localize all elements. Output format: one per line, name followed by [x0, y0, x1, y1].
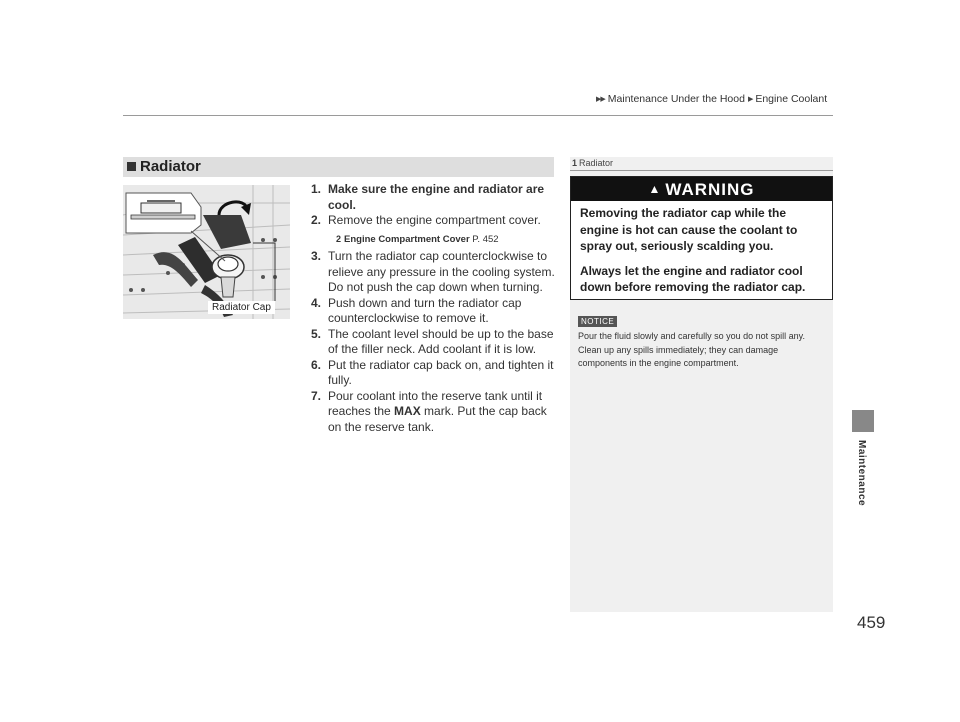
- section-heading: [123, 157, 554, 177]
- section-square-icon: [127, 162, 136, 171]
- notice-text: Pour the fluid slowly and carefully so you do not spill any. Clean up any spills immediately; they can damage components in the engine compartment.: [578, 331, 805, 368]
- section-title: Radiator: [140, 158, 201, 175]
- double-arrow-icon: ▶▶: [596, 96, 605, 103]
- step-number: 2.: [311, 213, 322, 227]
- step-text: [328, 389, 547, 434]
- sidebar-divider: [570, 170, 833, 171]
- breadcrumb-item[interactable]: Engine Coolant: [755, 93, 828, 105]
- breadcrumb-item[interactable]: Maintenance Under the Hood: [607, 93, 745, 105]
- step-item: [311, 327, 556, 358]
- cross-reference[interactable]: [328, 232, 556, 248]
- step-item: [311, 182, 556, 213]
- page-number: 459: [857, 613, 886, 632]
- warning-header: [571, 177, 832, 201]
- step-number: 6.: [311, 357, 322, 372]
- step-number: 7.: [311, 388, 322, 403]
- step-text: Turn the radiator cap counterclockwise to relieve any pressure in the cooling system. Do not push the cap down when turning.: [328, 249, 555, 294]
- step-number: 4.: [311, 295, 322, 310]
- sidebar-label: [572, 158, 613, 168]
- sidebar-label-text: Radiator: [579, 158, 614, 168]
- chapter-tab-label[interactable]: Maintenance: [856, 440, 867, 507]
- step-item: [311, 249, 556, 296]
- warning-body: [580, 205, 824, 304]
- arrow-icon: ▶: [747, 96, 753, 103]
- step-text: Remove the engine compartment cover.: [328, 213, 541, 227]
- step-number: 5.: [311, 326, 322, 341]
- warning-triangle-icon: ▲: [648, 182, 662, 196]
- step-item: [311, 296, 556, 327]
- procedure-steps: [311, 182, 556, 435]
- step-item: [311, 358, 556, 389]
- reference-title[interactable]: Engine Compartment Cover: [344, 233, 470, 245]
- radiator-cap-illustration: [123, 185, 290, 319]
- illustration-caption: Radiator Cap: [208, 301, 275, 314]
- max-keyword: MAX: [394, 404, 421, 418]
- step-text-part: Pour coolant into the reserve tank until it reaches the: [328, 388, 543, 418]
- step-number: 3.: [311, 249, 322, 263]
- notice-badge: NOTICE: [578, 316, 617, 327]
- step-text: Put the radiator cap back on, and tighten it fully.: [328, 357, 554, 387]
- warning-box: [570, 176, 833, 300]
- reference-icon: 2: [336, 233, 342, 244]
- warning-text: Removing the radiator cap while the engine is hot can cause the coolant to spray out, seriously scalding you.: [580, 206, 798, 253]
- step-item: [311, 389, 556, 436]
- warning-text: Always let the engine and radiator cool down before removing the radiator cap.: [580, 263, 806, 294]
- reference-page[interactable]: P. 452: [472, 233, 499, 245]
- breadcrumb: [596, 93, 827, 105]
- step-text: The coolant level should be up to the base of the filler neck. Add coolant if it is low.: [328, 326, 554, 356]
- step-text: Push down and turn the radiator cap counterclockwise to remove it.: [328, 295, 522, 325]
- header-divider: [123, 115, 833, 116]
- step-number: 1.: [311, 182, 322, 196]
- warning-title: WARNING: [665, 180, 755, 199]
- chapter-tab-marker[interactable]: [852, 410, 874, 432]
- step-text: Make sure the engine and radiator are cool.: [328, 182, 545, 212]
- step-item: [311, 213, 556, 247]
- sidebar-ref-icon: 1: [572, 158, 578, 168]
- step-text-part: mark. Put the cap back on the reserve tank.: [328, 404, 547, 434]
